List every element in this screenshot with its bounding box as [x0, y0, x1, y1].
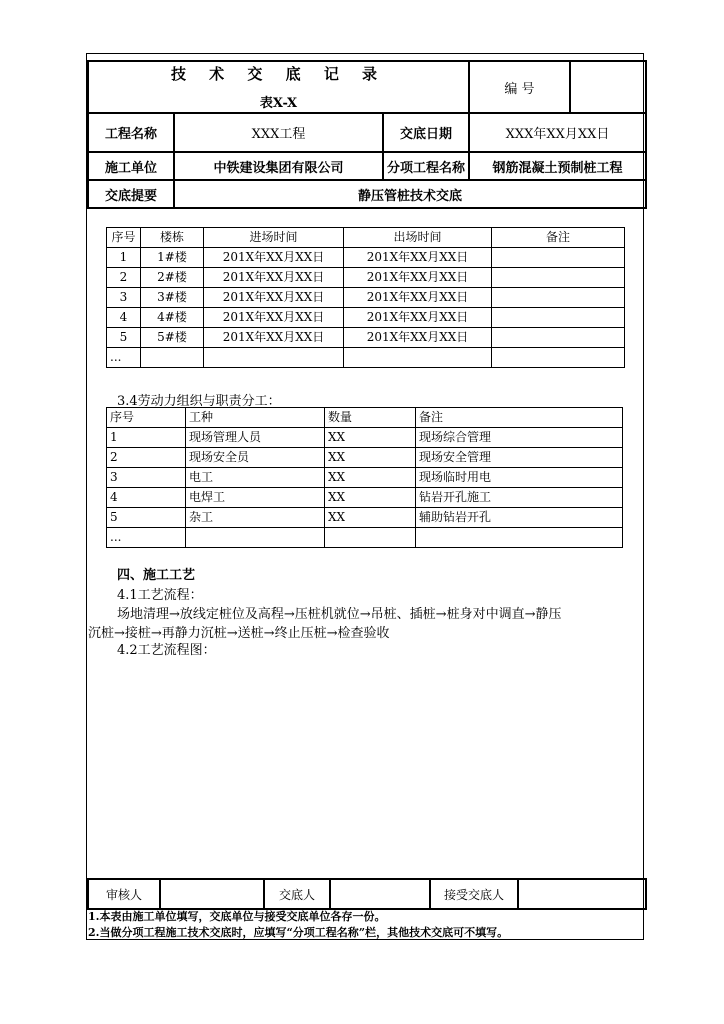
schedule-table: [106, 227, 625, 368]
table-cell: 辅助钻岩开孔: [416, 508, 623, 528]
note-item: 2.当做分项工程施工技术交底时，应填写“分项工程名称”栏，其他技术交底可不填写。: [88, 926, 509, 939]
table-row: [107, 488, 623, 508]
number-label: 编 号: [469, 61, 570, 113]
labor-heading: 3.4劳动力组织与职责分工：: [117, 394, 281, 409]
table-cell: 杂工: [186, 508, 325, 528]
header-table: [87, 60, 647, 209]
table-cell: 5#楼: [141, 328, 204, 348]
subproject-value[interactable]: 钢筋混凝土预制桩工程: [469, 152, 646, 180]
table-cell: [416, 528, 623, 548]
table-cell: XX: [325, 468, 416, 488]
table-cell: 3: [107, 288, 141, 308]
table-cell: [492, 348, 625, 368]
table-row: [107, 468, 623, 488]
unit-label: 施工单位: [88, 152, 174, 180]
table-cell: 201X年XX月XX日: [344, 308, 492, 328]
table-cell: [186, 528, 325, 548]
table-cell: 4: [107, 308, 141, 328]
section-title: 四、施工工艺: [117, 568, 196, 583]
table-cell: [204, 348, 344, 368]
table-cell: 现场临时用电: [416, 468, 623, 488]
table-cell: 钻岩开孔施工: [416, 488, 623, 508]
flow-chart-heading: 4.2工艺流程图：: [117, 643, 216, 658]
receiver-field[interactable]: [518, 879, 646, 909]
column-header: 工种: [186, 408, 325, 428]
flow-line-1: 场地清理→放线定桩位及高程→压桩机就位→吊桩、插桩→桩身对中调直→静压: [117, 607, 562, 622]
summary-label: 交底提要: [88, 180, 174, 208]
table-cell: 201X年XX月XX日: [204, 268, 344, 288]
table-cell: ...: [107, 528, 186, 548]
table-cell: 现场综合管理: [416, 428, 623, 448]
column-header: 楼栋: [141, 228, 204, 248]
table-cell: 201X年XX月XX日: [344, 248, 492, 268]
table-cell: 电工: [186, 468, 325, 488]
document-title: 技 术 交 底 记 录: [170, 65, 387, 83]
table-cell: 5: [107, 328, 141, 348]
table-cell: XX: [325, 428, 416, 448]
table-row: [107, 308, 625, 328]
column-header: 序号: [107, 408, 186, 428]
flow-line-2: 沉桩→接桩→再静力沉桩→送桩→终止压桩→检查验收: [88, 626, 390, 641]
flow-heading: 4.1工艺流程：: [117, 588, 203, 603]
table-cell: 201X年XX月XX日: [204, 328, 344, 348]
labor-table: [106, 407, 623, 548]
form-number: 表X-X: [259, 96, 298, 111]
table-cell: 电焊工: [186, 488, 325, 508]
presenter-field[interactable]: [330, 879, 430, 909]
number-value[interactable]: [570, 61, 646, 113]
table-cell: [492, 288, 625, 308]
column-header: 出场时间: [344, 228, 492, 248]
table-cell: 2: [107, 448, 186, 468]
table-row: [107, 528, 623, 548]
reviewer-field[interactable]: [160, 879, 264, 909]
reviewer-label: 审核人: [88, 879, 160, 909]
table-cell: 201X年XX月XX日: [344, 268, 492, 288]
date-value[interactable]: XXX年XX月XX日: [469, 113, 646, 152]
table-cell: 3: [107, 468, 186, 488]
table-cell: 1: [107, 428, 186, 448]
project-name-value[interactable]: XXX工程: [174, 113, 383, 152]
table-cell: 1#楼: [141, 248, 204, 268]
table-cell: 现场安全员: [186, 448, 325, 468]
table-cell: [492, 308, 625, 328]
table-cell: 201X年XX月XX日: [344, 328, 492, 348]
table-cell: 5: [107, 508, 186, 528]
column-header: 备注: [492, 228, 625, 248]
column-header: 备注: [416, 408, 623, 428]
table-row: [107, 248, 625, 268]
table-cell: 4: [107, 488, 186, 508]
table-cell: [492, 328, 625, 348]
table-row: [107, 428, 623, 448]
table-cell: 4#楼: [141, 308, 204, 328]
table-cell: ...: [107, 348, 141, 368]
table-cell: 201X年XX月XX日: [204, 308, 344, 328]
table-cell: 201X年XX月XX日: [204, 248, 344, 268]
note-item: 1.本表由施工单位填写，交底单位与接受交底单位各存一份。: [88, 910, 386, 923]
unit-value[interactable]: 中铁建设集团有限公司: [174, 152, 383, 180]
summary-value[interactable]: 静压管桩技术交底: [174, 180, 646, 208]
receiver-label: 接受交底人: [430, 879, 518, 909]
table-row: [107, 268, 625, 288]
table-cell: 2#楼: [141, 268, 204, 288]
table-cell: [344, 348, 492, 368]
table-cell: 1: [107, 248, 141, 268]
column-header: 进场时间: [204, 228, 344, 248]
column-header: 序号: [107, 228, 141, 248]
presenter-label: 交底人: [264, 879, 330, 909]
table-cell: 201X年XX月XX日: [204, 288, 344, 308]
table-cell: XX: [325, 448, 416, 468]
table-cell: [141, 348, 204, 368]
table-row: [107, 328, 625, 348]
table-cell: [492, 268, 625, 288]
table-cell: XX: [325, 488, 416, 508]
column-header: 数量: [325, 408, 416, 428]
notes: [88, 909, 508, 941]
table-cell: 现场安全管理: [416, 448, 623, 468]
table-cell: [492, 248, 625, 268]
table-header-row: [107, 228, 625, 248]
table-header-row: [107, 408, 623, 428]
project-name-label: 工程名称: [88, 113, 174, 152]
date-label: 交底日期: [383, 113, 469, 152]
table-row: [107, 288, 625, 308]
table-row: [107, 508, 623, 528]
table-cell: 201X年XX月XX日: [344, 288, 492, 308]
table-cell: [325, 528, 416, 548]
table-cell: 3#楼: [141, 288, 204, 308]
signature-table: [87, 878, 647, 910]
table-cell: 现场管理人员: [186, 428, 325, 448]
subproject-label: 分项工程名称: [383, 152, 469, 180]
table-row: [107, 348, 625, 368]
table-row: [107, 448, 623, 468]
table-cell: XX: [325, 508, 416, 528]
title-cell: [88, 61, 469, 113]
table-cell: 2: [107, 268, 141, 288]
